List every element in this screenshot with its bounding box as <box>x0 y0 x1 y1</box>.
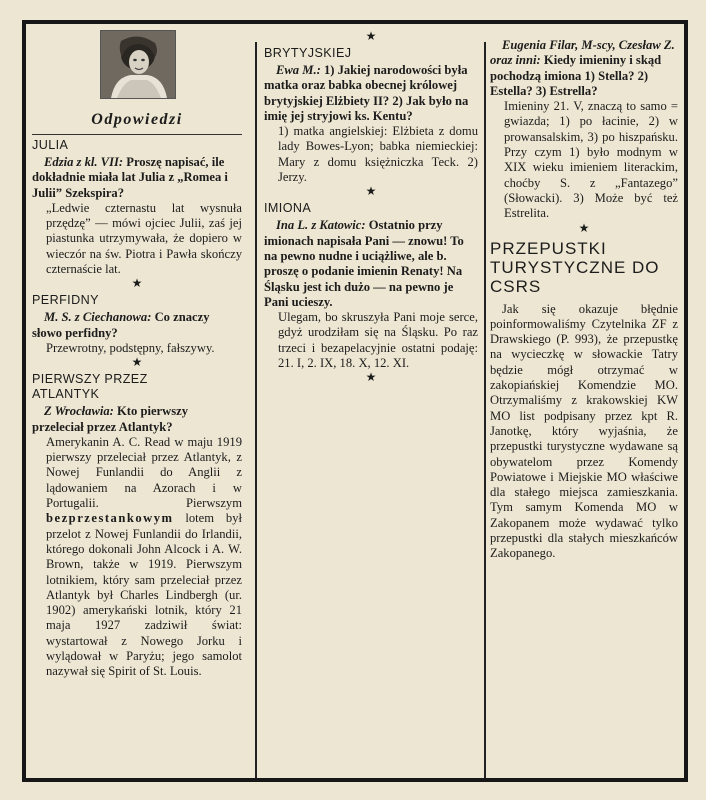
stella-answer: Imieniny 21. V, znaczą to samo = gwiazda; 1) po łacinie, 2) w prowansalskim, 3) po hiszpańsku. Przy czym 1) było modnym w XIX wieku imieniem literackim, choćby S. z „Fantazego” (Słowacki). 3) Może być też Estrelita. <box>504 99 678 221</box>
perfidny-question-author: M. S. z Ciechanowa: <box>44 310 152 325</box>
julia-question-author: Edzia z kl. VII: <box>44 155 124 169</box>
column-divider-right <box>484 42 486 778</box>
pierwszy-answer-part2: lotem był przelot z Nowej Funlandii do Irlandii, którego dokonali John Alcock i A. W. Brown, także w 1919. Pierwszym lotnikiem, który sam przeleciał przez Atlantyk był Charles Lindbergh (ur. 1902) amerykański lotnik, który 21 maja 1927 zadziwił świat: wystartował z Nowego Jorku i wylądował w Paryżu; jego samolot nazywał się Spirit of St. Louis. <box>46 511 242 679</box>
pierwszy-question-text: Kto pierwszy przeleciał przez Atlantyk? <box>32 404 189 434</box>
brytyjskiej-question-text: 1) Jakiej narodowości była matka oraz babka obecnej królowej brytyjskiej Elżbiety II? 2) Jak było na imię jej stryjowi ks. Kentu? <box>264 63 469 123</box>
brytyjskiej-answer: 1) matka angielskiej: Elżbieta z domu lady Bowes-Lyon; babka niemieckiej: Mary z domu księżniczka Teck. 2) Jerzy. <box>278 124 478 185</box>
column-title: Odpowiedzi <box>91 111 183 128</box>
perfidny-answer: Przewrotny, podstępny, fałszywy. <box>46 340 215 355</box>
pierwszy-question <box>32 404 242 435</box>
stella-question-author: Eugenia Filar, M-scy, Czesław Z. oraz inni: <box>490 38 675 68</box>
star-separator: ★ <box>578 220 590 235</box>
imiona-question <box>264 218 478 310</box>
julia-answer: „Ledwie czternastu lat wysnuła przędzę” — mówi ojciec Julii, zaś jej piastunka utrzymywała, że dopiero w wieczór na św. Piotra i Pawła skończy czternaście lat. <box>46 200 242 277</box>
star-separator: ★ <box>365 184 377 199</box>
pierwszy-answer-spaced-word: bezprzestankowym <box>46 511 174 526</box>
imiona-answer: Ulegam, bo skruszyła Pani moje serce, gdyż urodziłam się na Śląsku. Po raz trzeci i bezapelacyjnie ostatni podaję: 21. I, 2. IX, 18. X, 12. XI. <box>278 310 478 371</box>
star-separator: ★ <box>365 30 377 43</box>
star-separator: ★ <box>365 370 377 385</box>
pierwszy-question-author: Z Wrocławia: <box>44 404 114 419</box>
julia-heading: JULIA <box>32 138 69 152</box>
column-left <box>32 30 242 778</box>
perfidny-question <box>32 310 242 341</box>
column-middle <box>264 30 478 778</box>
stella-question-text: Kiedy imieniny i skąd pochodzą imiona 1) Stella? 2) Estella? 3) Estrella? <box>490 53 662 98</box>
julia-question-text: Proszę napisać, ile dokładnie miała lat Julia z „Romea i Julii” Szekspira? <box>32 155 228 200</box>
imiona-question-author: Ina L. z Katowic: <box>276 218 366 233</box>
przepustki-heading: PRZEPUSTKI TURYSTYCZNE DO CSRS <box>490 238 660 296</box>
author-portrait-image <box>100 30 176 99</box>
brytyjskiej-question-author: Ewa M.: <box>276 63 321 77</box>
brytyjskiej-question <box>264 63 478 124</box>
star-separator: ★ <box>131 276 143 291</box>
title-rule <box>32 134 242 135</box>
brytyjskiej-heading: BRYTYJSKIEJ <box>264 46 352 60</box>
perfidny-heading: PERFIDNY <box>32 293 99 308</box>
column-divider-left <box>255 42 257 778</box>
pierwszy-answer <box>32 435 242 680</box>
column-right <box>490 30 678 778</box>
star-separator: ★ <box>131 355 143 370</box>
perfidny-question-text: Co znaczy słowo perfidny? <box>32 310 210 340</box>
stella-question <box>490 38 678 99</box>
pierwszy-heading: PIERWSZY PRZEZ ATLANTYK <box>32 372 148 402</box>
imiona-question-text: Ostatnio przy imionach napisała Pani — znowu! To na pewno nudne i uciążliwe, ale b. proszę o podanie imienin Renaty! Na Śląsku jest ich dużo — na pewno je Pani ucieszy. <box>264 218 464 309</box>
julia-question <box>32 155 242 201</box>
pierwszy-answer-part1: Amerykanin A. C. Read w maju 1919 pierwszy przeleciał przez Atlantyk, z Nowej Funlandii do Anglii z lądowaniem na Azorach i w Portugalii. Pierwszym <box>46 434 242 511</box>
imiona-heading: IMIONA <box>264 201 312 216</box>
przepustki-text: Jak się okazuje błędnie poinformowaliśmy Czytelnika ZF z Drawskiego (P. 993), że przepustkę na wycieczkę w słowackie Tatry będzie mógł otrzymać w zakopiańskiej Komendzie MO. Otrzymaliśmy z krakowskiej KW MO list podpisany przez kpt R. Janotkę, który wyjaśnia, że przepustki turystyczne wydawane są obywatelom przez Komendy Powiatowe i Miejskie MO właściwe dla stałego miejsca zamieszkania. Tym samym Komenda MO w Zakopanem może wydawać tylko przepustki dla stałych mieszkańców Zakopanego. <box>490 301 678 561</box>
